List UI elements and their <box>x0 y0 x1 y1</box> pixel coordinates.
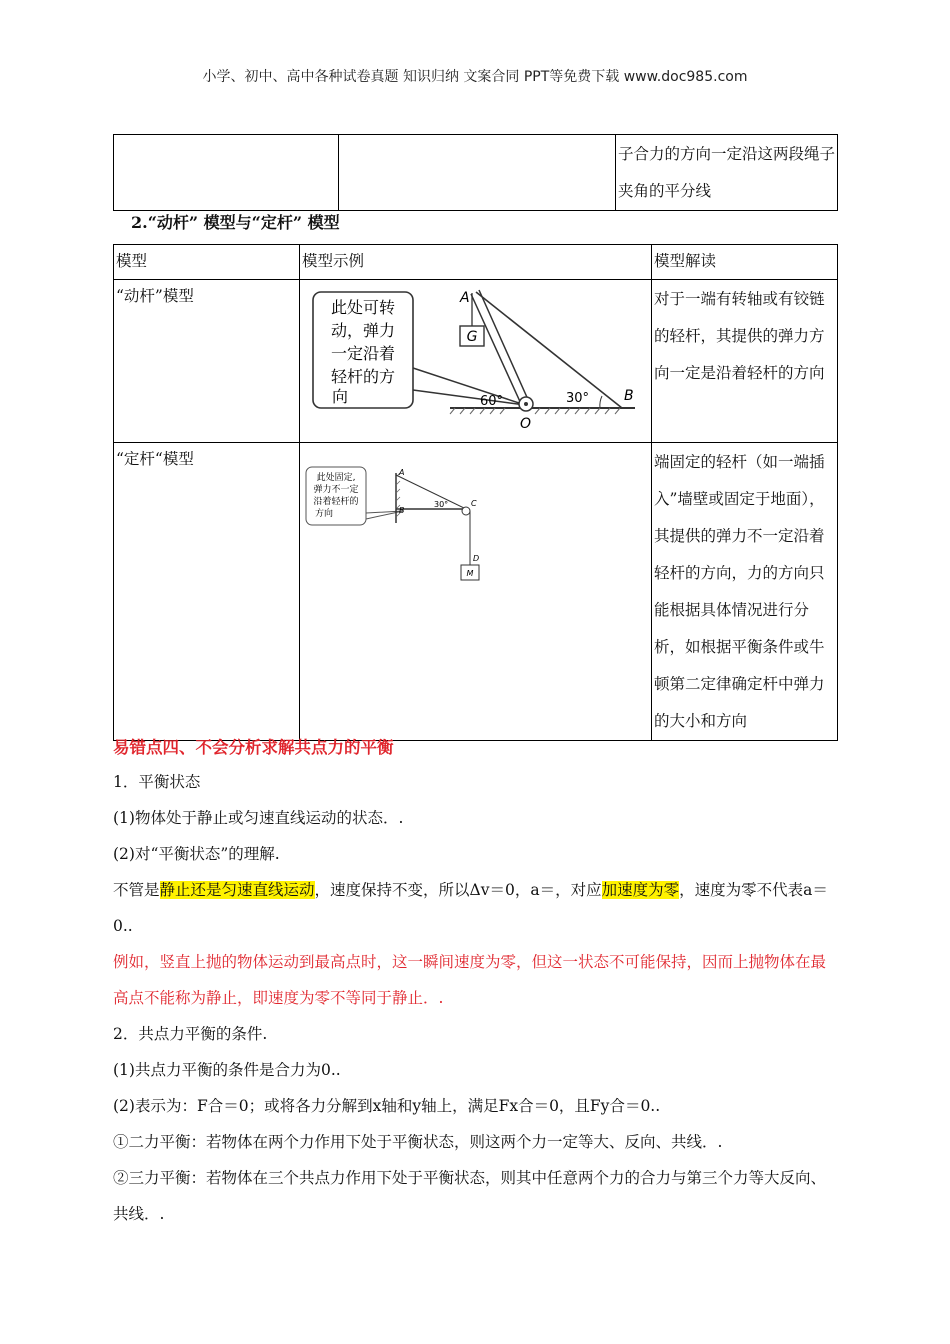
para-balance-understand: (2)对“平衡状态”的理解. <box>113 845 280 863</box>
rod-edge-2 <box>479 290 530 404</box>
fixed-callout-line-2: 弹力不一定 <box>313 485 359 495</box>
pulley-C <box>462 507 470 515</box>
para-three-force: ②三力平衡：若物体在三个共点力作用下处于平衡状态，则其中任意两个力的合力与第三个力等大反向、共线．. <box>113 1169 827 1223</box>
label-M: M <box>466 569 474 578</box>
label-G: G <box>466 329 478 345</box>
section-4-title: 易错点四、不会分析求解共点力的平衡 <box>113 738 394 757</box>
highlight-zero-acceleration: 加速度为零 <box>601 881 680 899</box>
para-balance-def: (1)物体处于静止或匀速直线运动的状态．. <box>113 809 404 827</box>
fixed-label-D: D <box>473 554 480 563</box>
movable-rod-diagram <box>300 280 647 438</box>
para-condition-2: (2)表示为：F合＝0；或将各力分解到x轴和y轴上，满足Fx合＝0，且Fy合＝0.. <box>113 1097 661 1115</box>
fixed-rod-diagram <box>300 443 647 593</box>
angle-60: 60° <box>480 394 504 409</box>
label-B: B <box>624 388 634 404</box>
fixed-angle-30: 30° <box>434 500 449 509</box>
header-model: 模型 <box>114 245 300 280</box>
rope-AC <box>396 475 466 509</box>
label-A: A <box>460 290 470 306</box>
fixed-rod-name: “定杆“模型 <box>114 443 300 741</box>
fixed-rod-figure <box>300 443 652 741</box>
rod-model-table <box>113 244 838 741</box>
angle-30-arc <box>600 396 602 408</box>
callout-line-4: 轻杆的方 <box>330 367 396 386</box>
fixed-callout-line-4: 方向 <box>314 509 334 519</box>
section-2-title: 2.“动杆” 模型与“定杆” 模型 <box>131 213 340 232</box>
callout-line-2: 动，弹力 <box>330 321 396 340</box>
fixed-label-B: B <box>399 506 405 515</box>
fixed-rod-desc: 端固定的轻杆（如一端插入”墙壁或固定于地面），其提供的弹力不一定沿着轻杆的方向，力的方向只能根据具体情况进行分析，如根据平衡条件或牛顿第二定律确定杆中弹力的大小和方向 <box>652 443 838 741</box>
para-condition-1: (1)共点力平衡的条件是合力为0.. <box>113 1061 341 1079</box>
fixed-callout-line-3: 沿着轻杆的 <box>313 497 359 507</box>
callout-pointer <box>413 368 525 405</box>
para-balance-state: 1．平衡状态 <box>113 773 201 791</box>
movable-rod-name: “动杆”模型 <box>114 280 300 443</box>
label-O: O <box>520 416 532 432</box>
table1-cell-1 <box>114 135 339 211</box>
header-example: 模型示例 <box>300 245 652 280</box>
para-two-force: ①二力平衡：若物体在两个力作用下处于平衡状态，则这两个力一定等大、反向、共线．. <box>113 1133 723 1151</box>
table1-cell-3: 子合力的方向一定沿这两段绳子夹角的平分线 <box>616 135 838 211</box>
movable-rod-desc: 对于一端有转轴或有铰链的轻杆，其提供的弹力方向一定是沿着轻杆的方向 <box>652 280 838 443</box>
fixed-label-A: A <box>399 468 405 477</box>
pivot-O-center <box>524 402 528 406</box>
fixed-callout-line-1: 此处固定, <box>316 473 356 483</box>
page-header: 小学、初中、高中各种试卷真题 知识归纳 文案合同 PPT等免费下载 www.doc985.com <box>202 69 748 85</box>
callout-line-1: 此处可转 <box>330 298 396 317</box>
highlight-static-uniform: 静止还是匀速直线运动 <box>159 881 315 899</box>
para-velocity: 不管是静止还是匀速直线运动，速度保持不变，所以Δv＝0，a＝，对应加速度为零，速度为零不代表a＝0.. <box>113 881 828 935</box>
rope-AB <box>476 292 622 408</box>
table1-cell-2 <box>339 135 616 211</box>
header-interpretation: 模型解读 <box>652 245 838 280</box>
callout-line-5: 向 <box>331 387 349 406</box>
para-example-red: 例如，竖直上抛的物体运动到最高点时，这一瞬间速度为零，但这一状态不可能保持，因而上抛物体在最高点不能称为静止，即速度为零不等同于静止．. <box>113 953 827 1007</box>
continued-table <box>113 134 838 211</box>
para-condition-title: 2．共点力平衡的条件. <box>113 1025 268 1043</box>
fixed-label-C: C <box>471 499 477 508</box>
callout-line-3: 一定沿着 <box>330 344 396 363</box>
angle-30: 30° <box>566 391 590 406</box>
movable-rod-figure <box>300 280 652 443</box>
